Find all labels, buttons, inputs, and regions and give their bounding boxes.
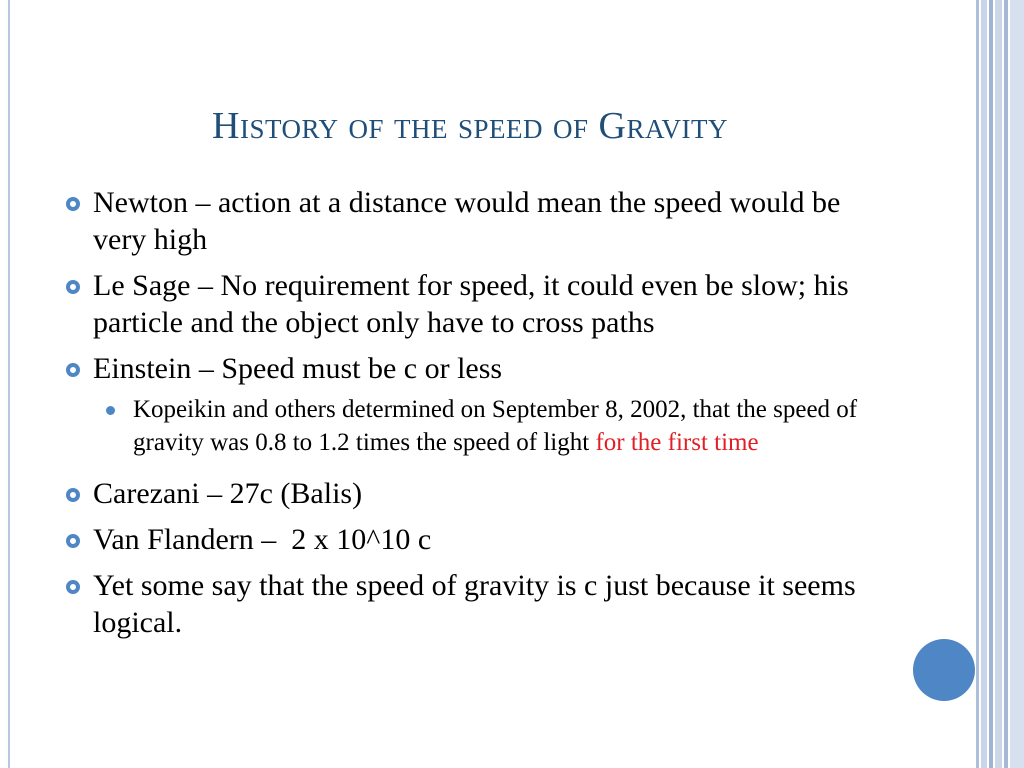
bullet-text: Van Flandern – 2 x 10^10 c xyxy=(93,523,432,556)
bullet-text: Einstein – Speed must be c or less xyxy=(93,352,503,385)
right-border-stripe xyxy=(976,0,979,768)
sub-bullet-item-kopeikin xyxy=(60,393,900,459)
dot-bullet-icon xyxy=(106,406,115,415)
right-border-stripe xyxy=(1004,0,1008,768)
bullet-item-van-flandern xyxy=(60,521,900,558)
right-border-stripe xyxy=(989,0,993,768)
bullet-text: Le Sage – No requirement for speed, it could even be slow; his particle and the object only have to cross paths xyxy=(93,269,849,339)
bullet-item-carezani xyxy=(60,475,900,512)
ring-bullet-icon xyxy=(66,534,80,548)
bullet-text: Yet some say that the speed of gravity is c just because it seems logical. xyxy=(93,569,856,639)
bullet-text: Newton – action at a distance would mean the speed would be very high xyxy=(93,186,841,256)
bullet-list xyxy=(60,184,900,650)
ring-bullet-icon xyxy=(66,580,80,594)
bullet-text: Carezani – 27c (Balis) xyxy=(93,477,363,510)
bullet-item-logical xyxy=(60,567,900,641)
ring-bullet-icon xyxy=(66,280,80,294)
right-border-stripe xyxy=(981,0,987,768)
right-border-stripe xyxy=(1010,0,1024,768)
ring-bullet-icon xyxy=(66,363,80,377)
ring-bullet-icon xyxy=(66,197,80,211)
bullet-item-einstein xyxy=(60,350,900,387)
blue-circle-icon xyxy=(913,639,975,701)
ring-bullet-icon xyxy=(66,488,80,502)
slide-title: History of the speed of Gravity xyxy=(212,105,728,147)
highlight-text: for the first time xyxy=(595,429,759,456)
bullet-item-le-sage xyxy=(60,267,900,341)
sub-bullet-text: Kopeikin and others determined on September 8, 2002, that the speed of gravity was 0.8 to 1.2 times the speed of light xyxy=(133,396,858,456)
bullet-item-newton xyxy=(60,184,900,258)
right-border-stripe xyxy=(995,0,1002,768)
left-border-line xyxy=(8,0,10,768)
